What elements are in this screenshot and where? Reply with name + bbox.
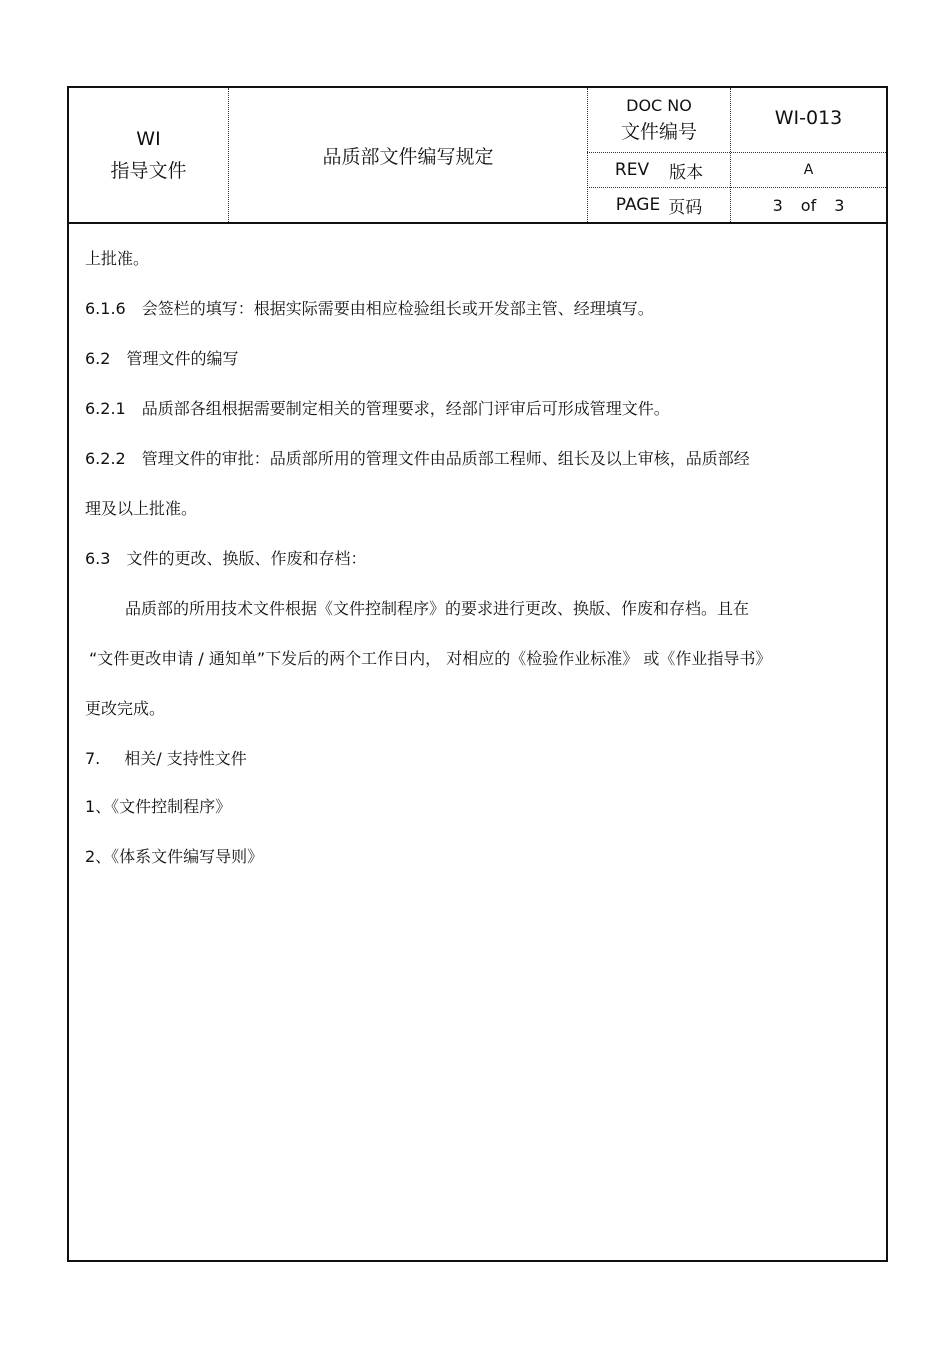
document-title: 品质部文件编写规定 [322, 145, 494, 168]
section-6-3-heading [85, 548, 366, 570]
page-of: of [800, 195, 817, 215]
paragraph-line: “文件更改申请 / 通知单”下发后的两个工作日内， 对相应的《检验作业标准》 或《作业指导书》 [89, 649, 772, 668]
page-total: 3 [834, 195, 845, 215]
section-number: 6.2 [85, 349, 111, 368]
paragraph-line: 上批准。 [85, 249, 150, 268]
section-text: 管理文件的审批：品质部所用的管理文件由品质部工程师、组长及以上审核，品质部经 [141, 449, 750, 468]
section-number: 6.2.1 [85, 399, 126, 418]
rev-value: A [803, 162, 814, 178]
section-text: 管理文件的编写 [126, 349, 239, 368]
wi-cell [69, 88, 228, 222]
paragraph-line: 品质部的所用技术文件根据《文件控制程序》的要求进行更改、换版、作废和存档。且在 [125, 599, 750, 618]
section-number: 6.2.2 [85, 449, 126, 468]
reference-item: 1、《文件控制程序》 [85, 797, 232, 816]
paragraph-line: 理及以上批准。 [85, 499, 198, 518]
section-number: 7. [85, 749, 101, 768]
doc-no-label-en: DOC NO [626, 96, 692, 115]
section-text: 会签栏的填写：根据实际需要由相应检验组长或开发部主管、经理填写。 [141, 299, 654, 318]
section-text: 文件的更改、换版、作废和存档： [126, 549, 367, 568]
doc-no-value: WI-013 [774, 107, 843, 129]
page-label-cell [588, 188, 730, 222]
wi-sublabel: 指导文件 [110, 160, 187, 182]
document-frame [67, 86, 888, 1262]
rev-label-zh: 版本 [669, 162, 704, 183]
section-6-2-heading [85, 348, 238, 370]
section-7-heading [85, 748, 247, 770]
section-6-2-1 [85, 398, 670, 420]
page-label-zh: 页码 [668, 197, 703, 218]
rev-label-en: REV [614, 160, 650, 180]
page-value-cell [731, 188, 886, 222]
paragraph-line: 更改完成。 [85, 699, 166, 718]
section-number: 6.3 [85, 549, 111, 568]
page-label-en: PAGE [615, 195, 661, 215]
section-6-2-2 [85, 448, 750, 470]
doc-no-label-zh: 文件编号 [620, 121, 697, 143]
section-number: 6.1.6 [85, 299, 126, 318]
section-text: 品质部各组根据需要制定相关的管理要求，经部门评审后可形成管理文件。 [141, 399, 670, 418]
doc-no-label-cell [588, 88, 730, 152]
section-6-1-6 [85, 298, 654, 320]
reference-item: 2、《体系文件编写导则》 [85, 847, 264, 866]
wi-label: WI [136, 128, 161, 150]
page-current: 3 [772, 195, 783, 215]
section-text: 相关/ 支持性文件 [124, 749, 247, 768]
document-header-table [69, 88, 886, 224]
rev-label-cell [588, 153, 730, 187]
